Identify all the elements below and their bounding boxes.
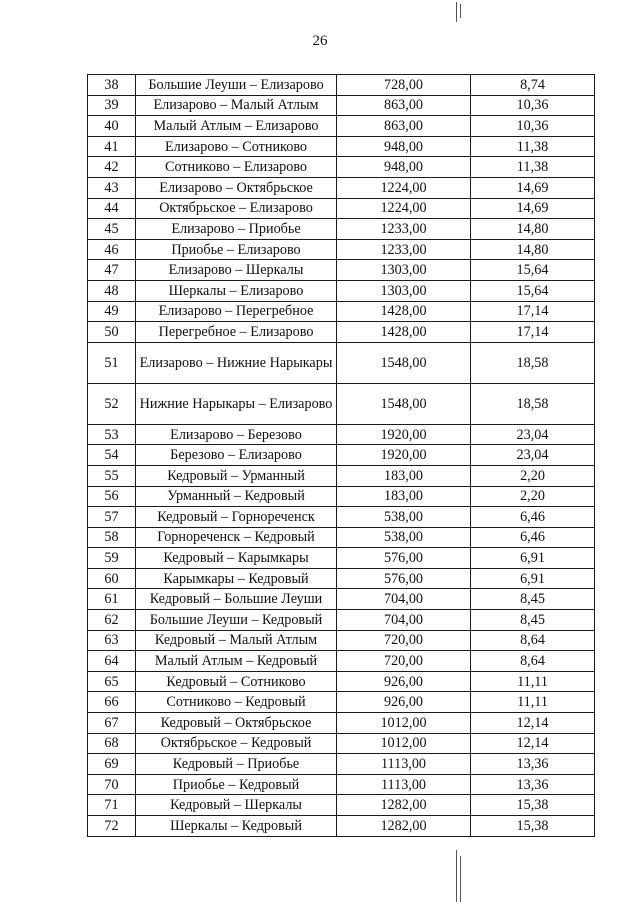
rate-cell: 6,46 [471,527,595,548]
rate-cell: 8,74 [471,75,595,96]
rate-cell: 12,14 [471,713,595,734]
fare-table-body [88,75,595,837]
rate-cell: 6,91 [471,568,595,589]
fare-cell: 720,00 [337,630,471,651]
rate-cell: 8,45 [471,589,595,610]
table-row [88,486,595,507]
row-number-cell: 62 [88,610,136,631]
table-row [88,713,595,734]
route-cell: Октябрьское – Елизарово [136,198,337,219]
fare-cell: 1303,00 [337,280,471,301]
rate-cell: 2,20 [471,465,595,486]
route-cell: Кедровый – Шеркалы [136,795,337,816]
route-cell: Кедровый – Горнореченск [136,507,337,528]
row-number-cell: 67 [88,713,136,734]
row-number-cell: 59 [88,548,136,569]
fare-cell: 1224,00 [337,177,471,198]
fare-cell: 720,00 [337,651,471,672]
route-cell: Перегребное – Елизарово [136,322,337,343]
fare-table [87,74,595,837]
table-row [88,219,595,240]
fare-cell: 1303,00 [337,260,471,281]
table-row [88,548,595,569]
rate-cell: 8,45 [471,610,595,631]
route-cell: Нижние Нарыкары – Елизарово [136,383,337,424]
row-number-cell: 52 [88,383,136,424]
rate-cell: 18,58 [471,342,595,383]
page-number: 26 [312,33,328,49]
table-row [88,95,595,116]
fare-cell: 926,00 [337,671,471,692]
table-row [88,342,595,383]
fare-cell: 1428,00 [337,301,471,322]
table-row [88,322,595,343]
table-row [88,157,595,178]
fare-cell: 1920,00 [337,424,471,445]
table-row [88,671,595,692]
fare-cell: 1282,00 [337,795,471,816]
table-row [88,239,595,260]
fare-cell: 1113,00 [337,774,471,795]
route-cell: Елизарово – Приобье [136,219,337,240]
row-number-cell: 72 [88,816,136,837]
row-number-cell: 55 [88,465,136,486]
table-row [88,816,595,837]
table-row [88,280,595,301]
table-row [88,260,595,281]
fare-cell: 538,00 [337,527,471,548]
route-cell: Елизарово – Нижние Нарыкары [136,342,337,383]
rate-cell: 10,36 [471,95,595,116]
rate-cell: 11,38 [471,157,595,178]
route-cell: Кедровый – Малый Атлым [136,630,337,651]
route-cell: Приобье – Кедровый [136,774,337,795]
row-number-cell: 49 [88,301,136,322]
rate-cell: 11,38 [471,136,595,157]
table-row [88,465,595,486]
row-number-cell: 38 [88,75,136,96]
table-row [88,424,595,445]
fare-cell: 704,00 [337,589,471,610]
row-number-cell: 46 [88,239,136,260]
row-number-cell: 63 [88,630,136,651]
row-number-cell: 61 [88,589,136,610]
row-number-cell: 42 [88,157,136,178]
rate-cell: 18,58 [471,383,595,424]
table-row [88,136,595,157]
route-cell: Приобье – Елизарово [136,239,337,260]
fare-cell: 704,00 [337,610,471,631]
table-row [88,527,595,548]
row-number-cell: 56 [88,486,136,507]
row-number-cell: 65 [88,671,136,692]
rate-cell: 15,38 [471,816,595,837]
rate-cell: 2,20 [471,486,595,507]
row-number-cell: 41 [88,136,136,157]
route-cell: Кедровый – Большие Леуши [136,589,337,610]
table-row [88,589,595,610]
fare-cell: 1920,00 [337,445,471,466]
table-row [88,692,595,713]
route-cell: Шеркалы – Кедровый [136,816,337,837]
row-number-cell: 48 [88,280,136,301]
row-number-cell: 64 [88,651,136,672]
row-number-cell: 51 [88,342,136,383]
table-row [88,651,595,672]
route-cell: Октябрьское – Кедровый [136,733,337,754]
route-cell: Березово – Елизарово [136,445,337,466]
row-number-cell: 57 [88,507,136,528]
rate-cell: 11,11 [471,671,595,692]
table-row [88,795,595,816]
route-cell: Елизарово – Малый Атлым [136,95,337,116]
fare-cell: 948,00 [337,136,471,157]
fare-cell: 1012,00 [337,713,471,734]
row-number-cell: 66 [88,692,136,713]
rate-cell: 17,14 [471,301,595,322]
table-row [88,383,595,424]
table-row [88,445,595,466]
route-cell: Малый Атлым – Елизарово [136,116,337,137]
route-cell: Сотниково – Кедровый [136,692,337,713]
route-cell: Елизарово – Перегребное [136,301,337,322]
table-row [88,774,595,795]
fare-cell: 1428,00 [337,322,471,343]
rate-cell: 23,04 [471,424,595,445]
fare-cell: 1548,00 [337,342,471,383]
table-row [88,177,595,198]
route-cell: Кедровый – Приобье [136,754,337,775]
row-number-cell: 68 [88,733,136,754]
rate-cell: 12,14 [471,733,595,754]
row-number-cell: 50 [88,322,136,343]
rate-cell: 6,91 [471,548,595,569]
scan-artifact-bottom-2 [460,856,461,902]
rate-cell: 14,69 [471,177,595,198]
route-cell: Малый Атлым – Кедровый [136,651,337,672]
route-cell: Карымкары – Кедровый [136,568,337,589]
row-number-cell: 58 [88,527,136,548]
rate-cell: 15,38 [471,795,595,816]
route-cell: Большие Леуши – Кедровый [136,610,337,631]
rate-cell: 15,64 [471,260,595,281]
route-cell: Большие Леуши – Елизарово [136,75,337,96]
scan-artifact-top [456,2,457,22]
route-cell: Кедровый – Октябрьское [136,713,337,734]
table-row [88,568,595,589]
route-cell: Урманный – Кедровый [136,486,337,507]
table-row [88,301,595,322]
rate-cell: 6,46 [471,507,595,528]
table-row [88,507,595,528]
route-cell: Елизарово – Сотниково [136,136,337,157]
fare-cell: 1113,00 [337,754,471,775]
rate-cell: 15,64 [471,280,595,301]
route-cell: Елизарово – Березово [136,424,337,445]
route-cell: Кедровый – Сотниково [136,671,337,692]
rate-cell: 14,80 [471,219,595,240]
table-row [88,198,595,219]
fare-cell: 576,00 [337,568,471,589]
row-number-cell: 43 [88,177,136,198]
row-number-cell: 71 [88,795,136,816]
route-cell: Кедровый – Карымкары [136,548,337,569]
rate-cell: 8,64 [471,630,595,651]
table-row [88,116,595,137]
row-number-cell: 53 [88,424,136,445]
rate-cell: 13,36 [471,774,595,795]
fare-cell: 728,00 [337,75,471,96]
row-number-cell: 45 [88,219,136,240]
fare-cell: 1282,00 [337,816,471,837]
route-cell: Елизарово – Октябрьское [136,177,337,198]
route-cell: Сотниково – Елизарово [136,157,337,178]
rate-cell: 17,14 [471,322,595,343]
rate-cell: 10,36 [471,116,595,137]
fare-cell: 538,00 [337,507,471,528]
row-number-cell: 39 [88,95,136,116]
table-row [88,733,595,754]
fare-cell: 1224,00 [337,198,471,219]
table-row [88,610,595,631]
table-row [88,630,595,651]
fare-cell: 1548,00 [337,383,471,424]
row-number-cell: 54 [88,445,136,466]
rate-cell: 14,69 [471,198,595,219]
rate-cell: 13,36 [471,754,595,775]
route-cell: Кедровый – Урманный [136,465,337,486]
scan-artifact-bottom [456,850,457,902]
scan-artifact-top-2 [460,4,461,18]
fare-cell: 576,00 [337,548,471,569]
fare-cell: 1012,00 [337,733,471,754]
row-number-cell: 70 [88,774,136,795]
fare-cell: 1233,00 [337,219,471,240]
table-row [88,75,595,96]
fare-cell: 1233,00 [337,239,471,260]
route-cell: Горнореченск – Кедровый [136,527,337,548]
row-number-cell: 60 [88,568,136,589]
rate-cell: 8,64 [471,651,595,672]
row-number-cell: 40 [88,116,136,137]
fare-cell: 926,00 [337,692,471,713]
route-cell: Шеркалы – Елизарово [136,280,337,301]
route-cell: Елизарово – Шеркалы [136,260,337,281]
fare-cell: 948,00 [337,157,471,178]
row-number-cell: 47 [88,260,136,281]
rate-cell: 11,11 [471,692,595,713]
rate-cell: 23,04 [471,445,595,466]
fare-cell: 183,00 [337,486,471,507]
fare-cell: 183,00 [337,465,471,486]
table-row [88,754,595,775]
fare-cell: 863,00 [337,95,471,116]
rate-cell: 14,80 [471,239,595,260]
fare-cell: 863,00 [337,116,471,137]
row-number-cell: 69 [88,754,136,775]
row-number-cell: 44 [88,198,136,219]
